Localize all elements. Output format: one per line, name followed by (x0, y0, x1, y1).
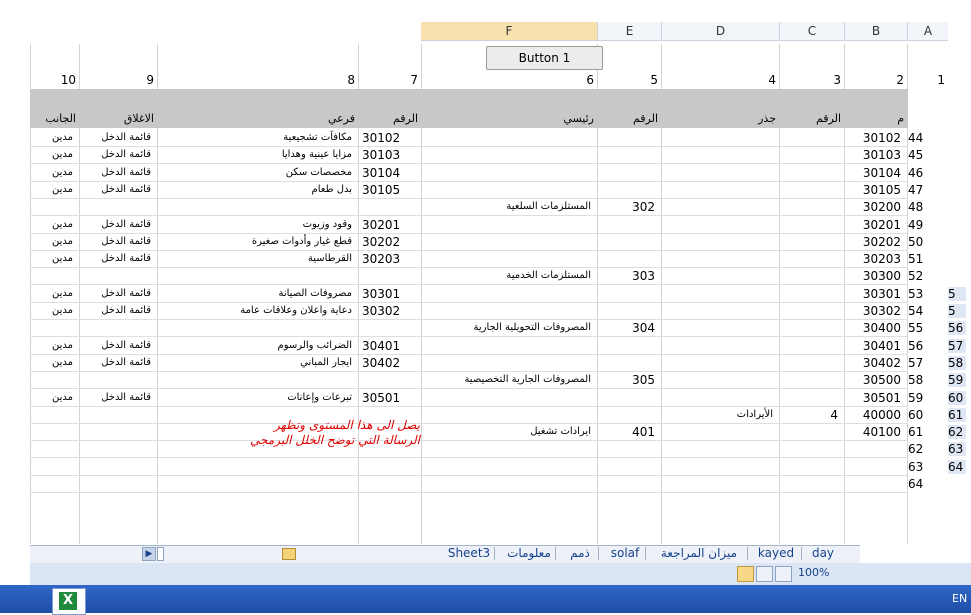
column-header-c[interactable]: C (780, 22, 845, 41)
tab-separator (801, 547, 802, 560)
colnum-10: 10 (60, 73, 76, 87)
row-number[interactable]: 57 (908, 356, 924, 370)
row-number[interactable]: 48 (908, 200, 924, 214)
column-header-a[interactable]: A (908, 22, 949, 41)
cell-code[interactable]: 40100 (862, 425, 901, 439)
cell-code[interactable]: 30201 (862, 218, 901, 232)
row-gridline (30, 492, 908, 493)
header-number-7: الرقم (392, 112, 418, 125)
cell-sub[interactable]: تبرعات وإعانات (287, 392, 352, 403)
cell-code[interactable]: 30200 (862, 200, 901, 214)
header-number-5: الرقم (632, 112, 658, 125)
cell-sub[interactable]: دعاية واعلان وعلاقات عامة (240, 305, 352, 316)
cell-side[interactable]: مدين (51, 253, 73, 264)
cell-side[interactable]: مدين (51, 132, 73, 143)
language-indicator[interactable]: EN (952, 592, 968, 605)
row-header-number[interactable]: 62 (948, 425, 966, 439)
sheet-tab-info[interactable]: معلومات (507, 546, 551, 560)
row-number[interactable]: 59 (908, 391, 924, 405)
row-number[interactable]: 64 (908, 477, 924, 491)
row-gridline (30, 284, 908, 285)
header-m: م (897, 112, 904, 125)
cell-sub[interactable]: القرطاسية (307, 253, 352, 264)
row-gridline (30, 336, 908, 337)
row-gridline (30, 457, 908, 458)
cell-root[interactable]: الأيرادات (736, 409, 773, 420)
insert-sheet-icon[interactable] (282, 548, 296, 560)
zoom-level[interactable]: 100% (798, 566, 830, 579)
row-gridline (30, 440, 908, 441)
row-gridline (30, 181, 908, 182)
torn-edge-top-right (740, 0, 971, 18)
row-number[interactable]: 58 (908, 373, 924, 387)
cell-side[interactable]: مدين (51, 236, 73, 247)
cell-side[interactable]: مدين (51, 149, 73, 160)
colnum-6: 6 (586, 73, 594, 87)
row-gridline (30, 319, 908, 320)
torn-edge-top-left (0, 22, 420, 44)
cell-code[interactable]: 30500 (862, 373, 901, 387)
row-header-number[interactable]: 64 (948, 460, 966, 474)
row-number[interactable]: 62 (908, 442, 924, 456)
normal-view-icon[interactable] (737, 566, 754, 582)
cell-code[interactable]: 30300 (862, 269, 901, 283)
row-header-number[interactable]: 56 (948, 321, 966, 335)
cell-closing[interactable]: قائمة الدخل (101, 236, 151, 247)
sheet-tab-day[interactable]: day (811, 546, 835, 560)
cell-num7[interactable]: 30402 (362, 356, 401, 370)
column-header-e[interactable]: E (598, 22, 662, 41)
excel-icon-mark: X (59, 592, 77, 610)
cell-num7[interactable]: 30401 (362, 339, 401, 353)
error-note-line-2: الرسالة التي توضح الخلل البرمجي (250, 433, 420, 447)
header-main: رئيسي (563, 112, 594, 125)
cell-sub[interactable]: مزايا عينية وهدايا (281, 149, 352, 160)
cell-code[interactable]: 30203 (862, 252, 901, 266)
cell-sub[interactable]: مخصصات سكن (285, 167, 352, 178)
cell-code[interactable]: 30401 (862, 339, 901, 353)
cell-num7[interactable]: 30104 (362, 166, 401, 180)
cell-num7[interactable]: 30202 (362, 235, 401, 249)
sheet-tab-kayed[interactable]: kayed (757, 546, 795, 560)
colnum-3: 3 (833, 73, 841, 87)
cell-side[interactable]: مدين (51, 340, 73, 351)
row-number[interactable]: 60 (908, 408, 924, 422)
cell-side[interactable]: مدين (51, 219, 73, 230)
column-header-b[interactable]: B (845, 22, 908, 41)
torn-edge-top (0, 0, 500, 22)
excel-icon[interactable] (52, 588, 86, 615)
sheet-tab-trial-balance[interactable]: ميزان المراجعة (660, 546, 738, 560)
row-number[interactable]: 50 (908, 235, 924, 249)
taskbar (0, 585, 971, 613)
cell-code[interactable]: 30104 (862, 166, 901, 180)
row-gridline (30, 215, 908, 216)
row-header-number[interactable]: 5 (948, 287, 966, 301)
cell-closing[interactable]: قائمة الدخل (101, 392, 151, 403)
cell-num7[interactable]: 30203 (362, 252, 401, 266)
cell-num7[interactable]: 30103 (362, 148, 401, 162)
cell-num7[interactable]: 30201 (362, 218, 401, 232)
cell-num5[interactable]: 303 (632, 269, 655, 283)
cell-main[interactable]: المصروفات التحويلية الجارية (473, 322, 591, 333)
row-header-number[interactable]: 60 (948, 391, 966, 405)
row-number[interactable]: 56 (908, 339, 924, 353)
row-number[interactable]: 47 (908, 183, 924, 197)
tab-scroll-next-icon[interactable]: ▶ (142, 547, 156, 561)
cell-side[interactable]: مدين (51, 167, 73, 178)
row-header-number[interactable]: 59 (948, 373, 966, 387)
colnum-4: 4 (768, 73, 776, 87)
cell-closing[interactable]: قائمة الدخل (101, 305, 151, 316)
row-number[interactable]: 46 (908, 166, 924, 180)
row-header-number[interactable]: 57 (948, 339, 966, 353)
cell-closing[interactable]: قائمة الدخل (101, 357, 151, 368)
colnum-5: 5 (650, 73, 658, 87)
row-gridline (30, 146, 908, 147)
cell-code[interactable]: 30501 (862, 391, 901, 405)
colnum-7: 7 (410, 73, 418, 87)
error-note (210, 418, 420, 448)
cell-closing[interactable]: قائمة الدخل (101, 253, 151, 264)
cell-sub[interactable]: الضرائب والرسوم (277, 340, 352, 351)
row-number[interactable]: 54 (908, 304, 924, 318)
cell-code[interactable]: 30202 (862, 235, 901, 249)
tab-scroll-last-icon[interactable] (157, 547, 164, 561)
header-sub: فرعي (327, 112, 355, 125)
row-number[interactable]: 44 (908, 131, 924, 145)
row-number[interactable]: 55 (908, 321, 924, 335)
cell-num5[interactable]: 401 (632, 425, 655, 439)
torn-edge-bottom-left (0, 545, 30, 585)
cell-closing[interactable]: قائمة الدخل (101, 167, 151, 178)
cell-closing[interactable]: قائمة الدخل (101, 219, 151, 230)
header-root: جذر (758, 112, 776, 125)
cell-main[interactable]: المستلزمات السلعية (506, 201, 591, 212)
cell-code[interactable]: 30103 (862, 148, 901, 162)
cell-sub[interactable]: وقود وزيوت (302, 219, 352, 230)
cell-side[interactable]: مدين (51, 392, 73, 403)
row-gridline (30, 475, 908, 476)
row-header-number[interactable]: 61 (948, 408, 966, 422)
row-gridline (30, 163, 908, 164)
row-gridline (30, 371, 908, 372)
header-side: الجانب (45, 112, 76, 125)
row-gridline (30, 198, 908, 199)
cell-closing[interactable]: قائمة الدخل (101, 184, 151, 195)
cell-main[interactable]: المستلزمات الخدمية (506, 270, 591, 281)
button-1[interactable]: Button 1 (486, 46, 603, 70)
header-closing: الاغلاق (123, 112, 154, 125)
sheet-tab-receivables[interactable]: ذمم (570, 546, 590, 560)
sheet-tab-solaf[interactable]: solaf (610, 546, 640, 560)
colnum-8: 8 (347, 73, 355, 87)
torn-edge-right (948, 18, 971, 128)
header-number-3: الرقم (815, 112, 841, 125)
colnum-2: 2 (896, 73, 904, 87)
cell-closing[interactable]: قائمة الدخل (101, 132, 151, 143)
cell-code[interactable]: 30301 (862, 287, 901, 301)
cell-num3[interactable]: 4 (830, 408, 838, 422)
row-gridline (30, 406, 908, 407)
column-header-d[interactable]: D (662, 22, 780, 41)
cell-sub[interactable]: مكافآت تشجيعية (283, 132, 352, 143)
cell-code[interactable]: 30400 (862, 321, 901, 335)
cell-side[interactable]: مدين (51, 305, 73, 316)
cell-code[interactable]: 30302 (862, 304, 901, 318)
column-header-f[interactable]: F (421, 22, 598, 41)
row-number[interactable]: 52 (908, 269, 924, 283)
row-gridline (30, 250, 908, 251)
cell-sub[interactable]: قطع غيار وأدوات صغيرة (251, 236, 352, 247)
cell-main[interactable]: المصروفات الجارية التخصيصية (464, 374, 591, 385)
cell-code[interactable]: 30105 (862, 183, 901, 197)
cell-sub[interactable]: بدل طعام (311, 184, 352, 195)
cell-closing[interactable]: قائمة الدخل (101, 340, 151, 351)
row-header-number[interactable]: 63 (948, 442, 966, 456)
row-number[interactable]: 63 (908, 460, 924, 474)
cell-side[interactable]: مدين (51, 184, 73, 195)
row-number[interactable]: 51 (908, 252, 924, 266)
cell-code[interactable]: 40000 (862, 408, 901, 422)
cell-sub[interactable]: ايجار المباني (300, 357, 352, 368)
row-gridline (30, 267, 908, 268)
row-gridline (30, 423, 908, 424)
cell-side[interactable]: مدين (51, 357, 73, 368)
cell-num7[interactable]: 30301 (362, 287, 401, 301)
cell-num5[interactable]: 305 (632, 373, 655, 387)
page-break-view-icon[interactable] (775, 566, 792, 582)
row-gridline (30, 302, 908, 303)
row-number[interactable]: 61 (908, 425, 924, 439)
colnum-1: 1 (937, 73, 945, 87)
row-header-number[interactable]: 5 (948, 304, 966, 318)
cell-num7[interactable]: 30501 (362, 391, 401, 405)
row-number[interactable]: 53 (908, 287, 924, 301)
row-number[interactable]: 49 (908, 218, 924, 232)
cell-num7[interactable]: 30105 (362, 183, 401, 197)
row-gridline (30, 233, 908, 234)
colnum-9: 9 (146, 73, 154, 87)
cell-num5[interactable]: 304 (632, 321, 655, 335)
row-number[interactable]: 45 (908, 148, 924, 162)
cell-main[interactable]: ايرادات تشغيل (530, 426, 591, 437)
error-note-line-1: يصل الى هذا المستوى وتظهر (273, 418, 420, 432)
cell-code[interactable]: 30102 (862, 131, 901, 145)
cell-sub[interactable]: مصروفات الصيانة (278, 288, 352, 299)
row-gridline (30, 354, 908, 355)
cell-closing[interactable]: قائمة الدخل (101, 149, 151, 160)
cell-num5[interactable]: 302 (632, 200, 655, 214)
sheet-tab-sheet3[interactable]: Sheet3 (447, 546, 491, 560)
row-header-number[interactable]: 58 (948, 356, 966, 370)
cell-side[interactable]: مدين (51, 288, 73, 299)
cell-num7[interactable]: 30302 (362, 304, 401, 318)
cell-code[interactable]: 30402 (862, 356, 901, 370)
page-layout-view-icon[interactable] (756, 566, 773, 582)
cell-num7[interactable]: 30102 (362, 131, 401, 145)
cell-closing[interactable]: قائمة الدخل (101, 288, 151, 299)
row-gridline (30, 388, 908, 389)
